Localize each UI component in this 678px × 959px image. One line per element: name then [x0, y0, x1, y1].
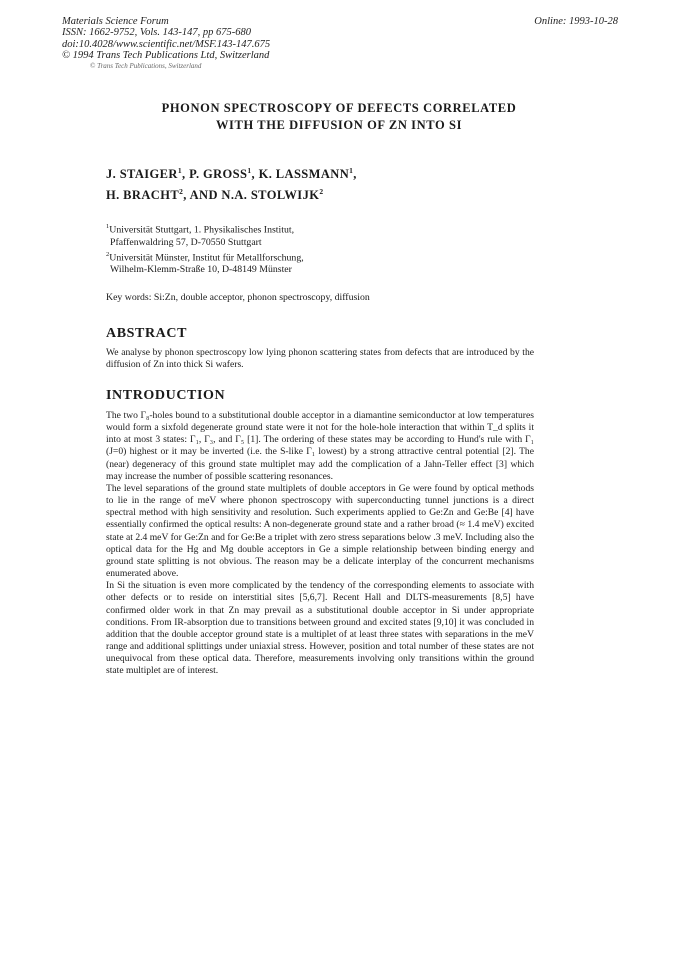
author-affil-mark: 1: [177, 166, 182, 175]
paper-title: [100, 100, 578, 133]
online-date: Online: 1993-10-28: [534, 16, 618, 27]
affiliation-text: Universität Münster, Institut für Metallforschung,: [109, 252, 304, 264]
intro-paragraph-1: The two Γ₈-holes bound to a substitutional double acceptor in a diamantine semiconductor at low temperatures would form a sixfold degenerate ground state were it not for the hole-hole interaction that within T_d splits it into at most 3 states: Γ₁, Γ₃, and Γ₅ [1]. The ordering of these states may be according to Hund's rule with Γ₁ (J=0) highest or it may be inverted (i.e. the S-like Γ₁ lowest) by a strong attractive central potential [2]. The (near) degeneracy of this ground state multiplet may add the complication of a Jahn-Teller effect [3] which may increase the number of possible scattering resonances.: [106, 410, 534, 482]
abstract-text: We analyse by phonon spectroscopy low lying phonon scattering states from defects that are introduced by the diffusion of Zn into thick Si wafers.: [106, 347, 534, 371]
affiliation-2-line-1: [106, 249, 586, 265]
intro-paragraph-2: The level separations of the ground state multiplets of double acceptors in Ge were found by optical methods to lie in the range of meV where phonon spectroscopy with superconducting tunnel junctions is a direct spectral method with high sensitivity and resolution. Such experiments applied to Ge:Zn and Ge:Be [4] have essentially confirmed the optical results: A non-degenerate ground state and a rather broad (≈ 1.4 meV) excited state at 2.4 meV for Ge:Zn and for Ge:Be a triplet with zero stress separations below .3 meV. Including also the optical data for the Hg and Mg double acceptors in Ge a simple relationship between binding energy and ground state splitting is not obvious. The reason may be a delicate interplay of the concurrent mechanisms enumerated above.: [106, 482, 534, 580]
introduction-body: [106, 410, 534, 677]
affiliation-1-line-2: Pfaffenwaldring 57, D-70550 Stuttgart: [110, 236, 262, 248]
journal-name: Materials Science Forum: [62, 16, 169, 27]
doi-line: doi:10.4028/www.scientific.net/MSF.143-147.675: [62, 38, 271, 50]
intro-paragraph-3: In Si the situation is even more complicated by the tendency of the corresponding elements to associate with other defects or to reside on interstitial sites [5,6,7]. Recent Hall and DLTS-measurements [8,5] have confirmed older work in that Zn may prevail as a substitutional double acceptor in Si under appropriate conditions. From IR-absorption due to transitions between ground and excited states [9,10] it was concluded in addition that the double acceptor ground state is a multiplet of at least three states with separations in the meV range and additional splittings under uniaxial stress. However, position and total number of these states are not unequivocal from these optical data. Therefore, measurements involving only transitions within the ground state multiplet are of interest.: [106, 580, 534, 677]
citation-block: [62, 16, 270, 70]
copyright-line: © 1994 Trans Tech Publications Ltd, Switzerland: [62, 50, 270, 62]
author-affil-mark: 2: [179, 187, 184, 197]
affiliations: [106, 221, 586, 277]
author-name: H. BRACHT: [106, 188, 180, 203]
title-line-1: PHONON SPECTROSCOPY OF DEFECTS CORRELATED: [161, 101, 517, 115]
authors-line-1: J. STAIGER$^1$, P. GROSS$^1$, K. LASSMANN$^1$,: [106, 166, 357, 182]
author-affil-mark: 1: [349, 166, 354, 175]
introduction-heading: INTRODUCTION: [106, 388, 226, 403]
affiliation-1-line-1: [106, 221, 586, 237]
author-name: P. GROSS: [189, 167, 248, 182]
issn-line: ISSN: 1662-9752, Vols. 143-147, pp 675-680: [62, 27, 251, 39]
affiliation-mark: 1: [106, 223, 110, 230]
abstract-heading: ABSTRACT: [106, 326, 188, 341]
authors-line-2: H. BRACHT$^2$, AND N.A. STOLWIJK$^2$: [106, 187, 324, 203]
author-list: [106, 162, 586, 204]
ghost-copyright-line: © Trans Tech Publications, Switzerland: [90, 61, 202, 70]
author-name: J. STAIGER: [106, 167, 178, 182]
affiliation-mark: 2: [106, 250, 110, 258]
author-name: AND N.A. STOLWIJK: [189, 188, 320, 203]
affiliation-2-line-2: Wilhelm-Klemm-Straße 10, D-48149 Münster: [110, 264, 292, 276]
author-affil-mark: 2: [319, 187, 324, 197]
author-name: K. LASSMANN: [258, 167, 350, 182]
author-affil-mark: 1: [247, 166, 252, 175]
keywords: Key words: Si:Zn, double acceptor, phonon spectroscopy, diffusion: [106, 292, 370, 303]
affiliation-text: Universität Stuttgart, 1. Physikalisches Institut,: [109, 224, 295, 236]
title-line-2: WITH THE DIFFUSION OF ZN INTO SI: [215, 117, 463, 132]
